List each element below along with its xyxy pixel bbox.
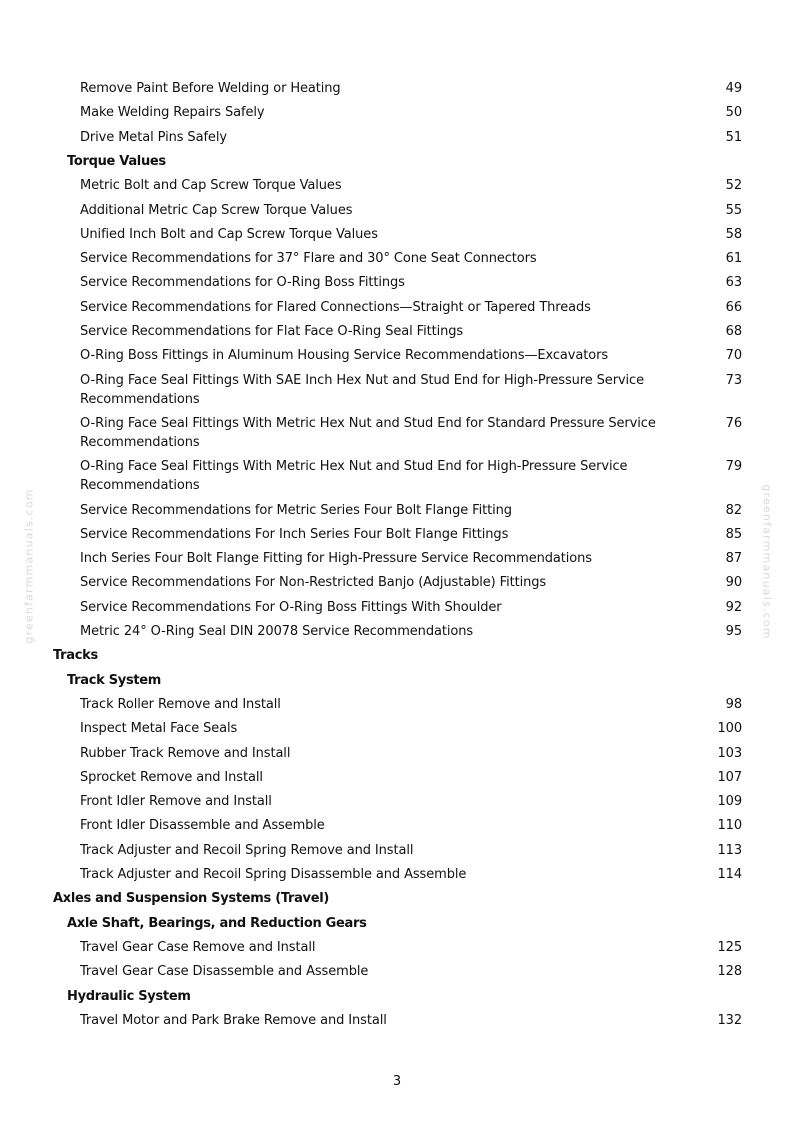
toc-entry-page: 68 [725, 324, 742, 339]
toc-section-heading: Tracks [53, 648, 98, 664]
toc-entry-title: Service Recommendations for 37° Flare and 30° Cone Seat Connectors [80, 251, 537, 267]
toc-section-heading: Torque Values [67, 153, 166, 169]
toc-entry-page: 76 [725, 415, 742, 431]
toc-entry-page: 52 [725, 178, 742, 194]
toc-entry-page: 63 [725, 275, 742, 291]
toc-entry-title: O-Ring Face Seal Fittings With SAE Inch Hex Nut and Stud End for High-Pressure Service Recommendations [80, 372, 644, 407]
toc-entry-title: Inspect Metal Face Seals [80, 721, 238, 737]
toc-entry-title: O-Ring Face Seal Fittings With Metric Hex Nut and Stud End for Standard Pressure Service Recommendations [80, 415, 656, 450]
toc-entry-title: Metric Bolt and Cap Screw Torque Values [80, 178, 342, 194]
toc-entry-title: Make Welding Repairs Safely [80, 105, 265, 121]
toc-entry-page: 92 [725, 599, 742, 615]
toc-entry-title: Service Recommendations for Flared Connections—Straight or Tapered Threads [80, 299, 591, 315]
toc-entry-title: Travel Gear Case Remove and Install [80, 939, 316, 955]
toc-entry-title: Travel Motor and Park Brake Remove and Install [80, 1012, 387, 1028]
toc-entry-title: Inch Series Four Bolt Flange Fitting for High-Pressure Service Recommendations [80, 551, 592, 567]
toc-entry-page: 49 [725, 81, 742, 96]
toc-entry-title: Track Adjuster and Recoil Spring Disassemble and Assemble [80, 867, 467, 882]
toc-entry-title: Metric 24° O-Ring Seal DIN 20078 Service Recommendations [80, 624, 474, 639]
toc-entry-title: Service Recommendations For O-Ring Boss Fittings With Shoulder [80, 599, 502, 615]
toc-entry-page: 95 [725, 624, 742, 639]
toc-entry-title: O-Ring Boss Fittings in Aluminum Housing Service Recommendations—Excavators [80, 348, 609, 364]
toc-entry-title: Rubber Track Remove and Install [80, 745, 291, 761]
toc-entry-page: 98 [725, 696, 742, 712]
toc-entry-page: 79 [725, 459, 742, 475]
toc-entry-title: Service Recommendations for O-Ring Boss Fittings [80, 275, 405, 291]
toc-entry-title: Additional Metric Cap Screw Torque Values [80, 202, 353, 218]
toc-entry-page: 110 [717, 818, 742, 834]
toc-entry-title: Service Recommendations for Flat Face O-Ring Seal Fittings [80, 324, 464, 339]
toc-entry-page: 103 [717, 745, 742, 761]
toc-entry-title: Front Idler Remove and Install [80, 794, 272, 810]
toc-entry-page: 113 [717, 842, 742, 858]
toc-entry-title: O-Ring Face Seal Fittings With Metric Hex Nut and Stud End for High-Pressure Service Recommendations [80, 459, 628, 494]
toc-entry-title: Track Roller Remove and Install [80, 696, 281, 712]
toc-entry-page: 125 [717, 939, 742, 955]
toc-section-heading: Hydraulic System [67, 988, 191, 1004]
toc-entry-page: 87 [725, 551, 742, 567]
toc-entry-page: 114 [717, 867, 742, 882]
toc-section-heading: Axle Shaft, Bearings, and Reduction Gears [67, 915, 367, 931]
toc-entry-page: 128 [717, 964, 742, 980]
toc-entry-page: 73 [725, 372, 742, 388]
toc-entry-title: Track Adjuster and Recoil Spring Remove and Install [80, 842, 414, 858]
toc-entry-title: Front Idler Disassemble and Assemble [80, 818, 325, 834]
toc-entry-page: 100 [717, 721, 742, 737]
watermark-right: greenfarmmanuals.com [760, 484, 774, 640]
toc-entry-page: 82 [725, 502, 742, 518]
toc-entry-page: 66 [725, 299, 742, 315]
toc-entry-title: Remove Paint Before Welding or Heating [80, 81, 341, 96]
toc-entry-title: Travel Gear Case Disassemble and Assemble [80, 964, 369, 980]
toc-entry-page: 58 [725, 226, 742, 242]
toc-section-heading: Axles and Suspension Systems (Travel) [53, 891, 330, 907]
toc-entry-page: 90 [725, 575, 742, 591]
toc-entry-page: 61 [725, 251, 742, 267]
toc-entry-title: Unified Inch Bolt and Cap Screw Torque Values [80, 226, 378, 242]
toc-entry-page: 55 [725, 202, 742, 218]
toc-entry-page: 109 [717, 794, 742, 810]
toc-entry-title: Service Recommendations for Metric Series Four Bolt Flange Fitting [80, 502, 512, 518]
page-number: 3 [392, 1074, 402, 1089]
toc-entry-page: 107 [717, 769, 742, 785]
toc-entry-page: 51 [725, 129, 742, 145]
toc-entry-page: 70 [725, 348, 742, 364]
toc-entry-title: Service Recommendations For Non-Restricted Banjo (Adjustable) Fittings [80, 575, 547, 591]
toc-entry-title: Sprocket Remove and Install [80, 769, 263, 785]
toc-entry-page: 132 [717, 1012, 742, 1028]
toc-entry-page: 85 [725, 526, 742, 542]
toc-entry-title: Service Recommendations For Inch Series Four Bolt Flange Fittings [80, 526, 509, 542]
toc-section-heading: Track System [67, 672, 162, 688]
toc-entry-page: 50 [725, 105, 742, 121]
toc-entry-title: Drive Metal Pins Safely [80, 129, 227, 145]
watermark-left: greenfarmmanuals.com [22, 488, 36, 644]
